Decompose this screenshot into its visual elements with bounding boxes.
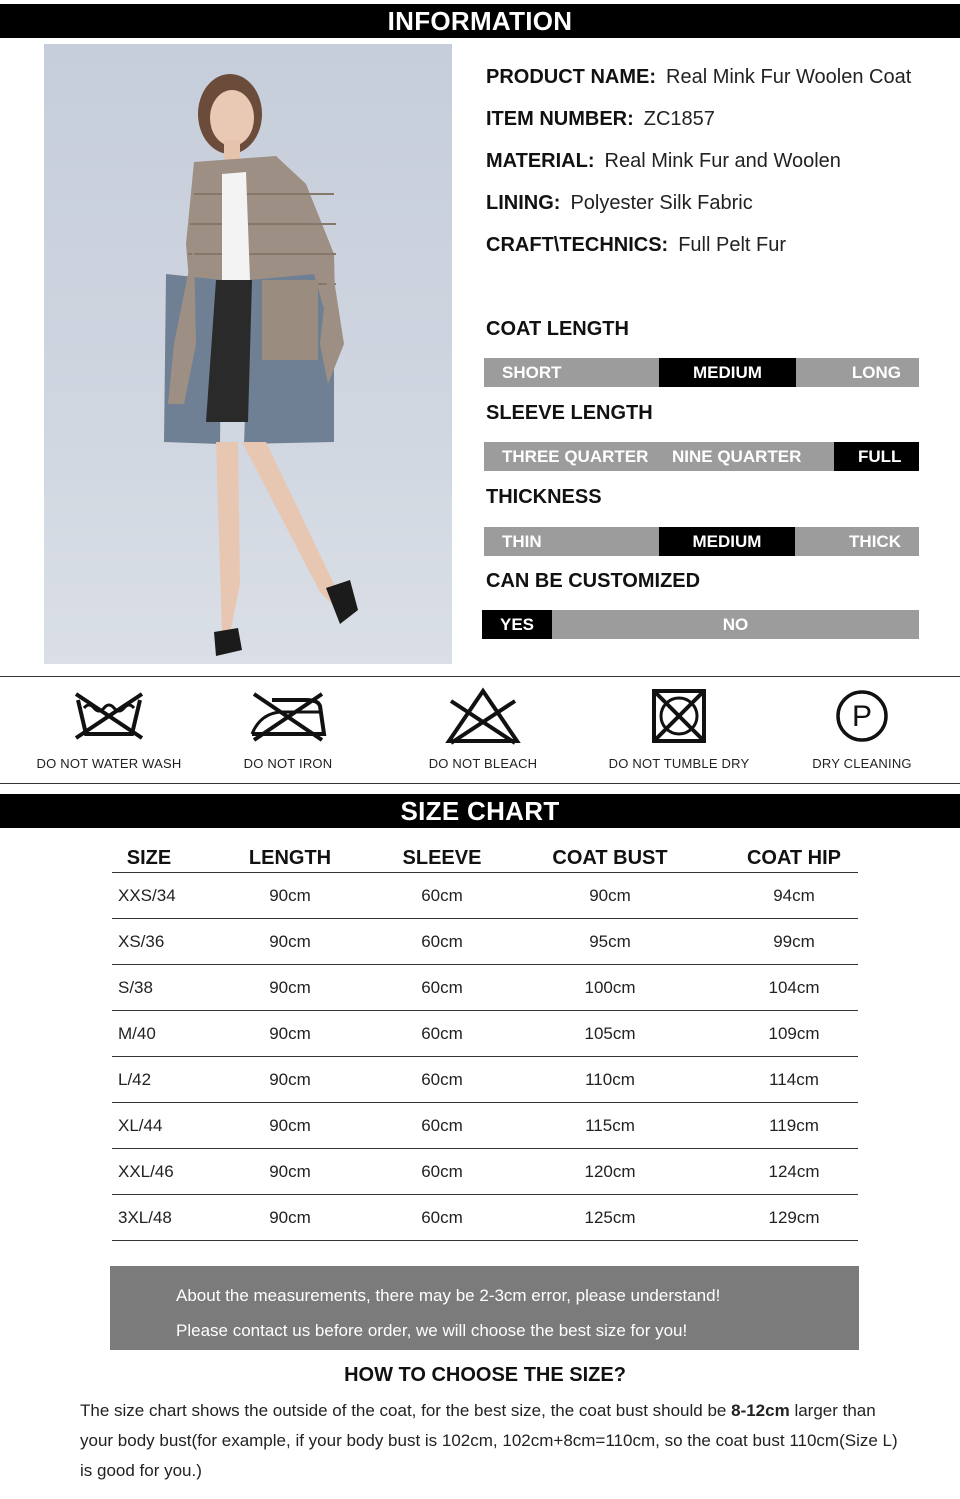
cell-coat-bust: 120cm	[490, 1149, 730, 1195]
care-label: DO NOT BLEACH	[428, 756, 538, 771]
no-iron-icon	[246, 690, 330, 742]
no-bleach-icon	[445, 687, 521, 745]
cell-size: L/42	[112, 1057, 186, 1103]
item-number-label: ITEM NUMBER:	[486, 108, 634, 130]
sleeve-length-option: THREE QUARTER	[502, 447, 649, 466]
cell-coat-bust: 125cm	[490, 1195, 730, 1241]
table-row	[112, 919, 858, 965]
item-number-row	[486, 108, 715, 131]
care-top-divider	[0, 676, 960, 677]
how-to-text	[80, 1396, 910, 1486]
customized-option-selected: YES	[482, 610, 552, 639]
sleeve-length-option-selected: FULL	[834, 442, 919, 471]
cell-size: XXS/34	[112, 873, 186, 919]
table-row	[112, 1057, 858, 1103]
no-wash-icon	[72, 690, 146, 742]
lining-label: LINING:	[486, 192, 561, 214]
cell-length: 90cm	[186, 1057, 394, 1103]
information-header: INFORMATION	[0, 4, 960, 38]
thickness-option-selected: MEDIUM	[659, 527, 795, 556]
cell-length: 90cm	[186, 965, 394, 1011]
lining-value: Polyester Silk Fabric	[570, 192, 753, 214]
cell-length: 90cm	[186, 1195, 394, 1241]
customized-title: CAN BE CUSTOMIZED	[486, 570, 701, 592]
coat-length-title: COAT LENGTH	[486, 318, 629, 340]
dry-clean-icon	[834, 688, 890, 744]
material-value: Real Mink Fur and Woolen	[604, 150, 841, 172]
cell-size: XXL/46	[112, 1149, 186, 1195]
how-to-text-after: larger than your body bust(for example, if your body bust is 102cm, 102cm+8cm=110cm, so the coat bust 110cm(Size L) is good for you.)	[80, 1401, 898, 1480]
care-item-dry-cleaning	[772, 686, 952, 771]
cell-coat-bust: 105cm	[490, 1011, 730, 1057]
care-item-no-tumble-dry	[589, 686, 769, 771]
cell-length: 90cm	[186, 1011, 394, 1057]
material-label: MATERIAL:	[486, 150, 595, 172]
cell-sleeve: 60cm	[394, 1057, 490, 1103]
craft-value: Full Pelt Fur	[678, 234, 787, 256]
column-header-coat-hip: COAT HIP	[730, 836, 858, 873]
care-bottom-divider	[0, 783, 960, 784]
cell-coat-hip: 129cm	[730, 1195, 858, 1241]
product-name-value: Real Mink Fur Woolen Coat	[666, 66, 912, 88]
size-chart-table	[112, 836, 858, 1241]
cell-sleeve: 60cm	[394, 1011, 490, 1057]
cell-coat-bust: 110cm	[490, 1057, 730, 1103]
care-label: DRY CLEANING	[812, 756, 912, 771]
table-row	[112, 1103, 858, 1149]
model-illustration	[44, 44, 452, 664]
coat-length-scale	[484, 358, 919, 387]
cell-coat-hip: 104cm	[730, 965, 858, 1011]
cell-coat-hip: 109cm	[730, 1011, 858, 1057]
cell-sleeve: 60cm	[394, 873, 490, 919]
care-item-no-bleach	[393, 686, 573, 771]
care-label: DO NOT WATER WASH	[36, 756, 182, 771]
cell-coat-hip: 99cm	[730, 919, 858, 965]
cell-coat-hip: 94cm	[730, 873, 858, 919]
coat-length-option-selected: MEDIUM	[659, 358, 796, 387]
cell-length: 90cm	[186, 1103, 394, 1149]
measurement-note	[110, 1266, 859, 1350]
column-header-sleeve: SLEEVE	[394, 836, 490, 873]
cell-coat-bust: 95cm	[490, 919, 730, 965]
column-header-coat-bust: COAT BUST	[490, 836, 730, 873]
cell-coat-hip: 114cm	[730, 1057, 858, 1103]
craft-label: CRAFT\TECHNICS:	[486, 234, 669, 256]
note-line-2: Please contact us before order, we will choose the best size for you!	[176, 1321, 688, 1340]
care-label: DO NOT IRON	[243, 756, 333, 771]
size-chart-header-row	[112, 836, 858, 873]
how-to-emphasis: 8-12cm	[731, 1401, 790, 1420]
thickness-option: THICK	[849, 532, 901, 551]
no-tumble-dry-icon	[651, 688, 707, 744]
how-to-title: HOW TO CHOOSE THE SIZE?	[344, 1364, 626, 1386]
cell-size: XL/44	[112, 1103, 186, 1149]
cell-coat-hip: 124cm	[730, 1149, 858, 1195]
item-number-value: ZC1857	[643, 108, 715, 130]
care-item-no-wash	[19, 686, 199, 771]
cell-size: S/38	[112, 965, 186, 1011]
cell-sleeve: 60cm	[394, 1195, 490, 1241]
table-row	[112, 1195, 858, 1241]
material-row	[486, 150, 841, 173]
coat-length-option: SHORT	[502, 363, 562, 382]
care-label: DO NOT TUMBLE DRY	[608, 756, 750, 771]
size-chart-header: SIZE CHART	[0, 794, 960, 828]
sleeve-length-scale	[484, 442, 919, 471]
table-row	[112, 873, 858, 919]
thickness-scale	[484, 527, 919, 556]
table-row	[112, 1011, 858, 1057]
table-row	[112, 1149, 858, 1195]
cell-sleeve: 60cm	[394, 965, 490, 1011]
cell-length: 90cm	[186, 873, 394, 919]
cell-length: 90cm	[186, 919, 394, 965]
cell-size: XS/36	[112, 919, 186, 965]
table-row	[112, 965, 858, 1011]
customized-scale	[482, 610, 919, 639]
product-name-row	[486, 66, 911, 89]
product-photo	[44, 44, 452, 664]
cell-sleeve: 60cm	[394, 919, 490, 965]
sleeve-length-title: SLEEVE LENGTH	[486, 402, 653, 424]
cell-coat-bust: 90cm	[490, 873, 730, 919]
cell-coat-hip: 119cm	[730, 1103, 858, 1149]
cell-sleeve: 60cm	[394, 1149, 490, 1195]
column-header-size: SIZE	[112, 836, 186, 873]
craft-row	[486, 234, 786, 257]
column-header-length: LENGTH	[186, 836, 394, 873]
how-to-text-before: The size chart shows the outside of the coat, for the best size, the coat bust should be	[80, 1401, 732, 1420]
thickness-option: THIN	[502, 532, 542, 551]
product-name-label: PRODUCT NAME:	[486, 66, 656, 88]
note-line-1: About the measurements, there may be 2-3cm error, please understand!	[176, 1286, 721, 1305]
cell-length: 90cm	[186, 1149, 394, 1195]
cell-coat-bust: 115cm	[490, 1103, 730, 1149]
customized-option: NO	[722, 615, 749, 634]
dry-clean-letter: P	[851, 700, 873, 733]
sleeve-length-option: NINE QUARTER	[672, 447, 802, 466]
cell-sleeve: 60cm	[394, 1103, 490, 1149]
cell-size: 3XL/48	[112, 1195, 186, 1241]
cell-size: M/40	[112, 1011, 186, 1057]
lining-row	[486, 192, 753, 215]
thickness-title: THICKNESS	[486, 486, 602, 508]
coat-length-option: LONG	[851, 363, 901, 382]
care-item-no-iron	[198, 686, 378, 771]
cell-coat-bust: 100cm	[490, 965, 730, 1011]
